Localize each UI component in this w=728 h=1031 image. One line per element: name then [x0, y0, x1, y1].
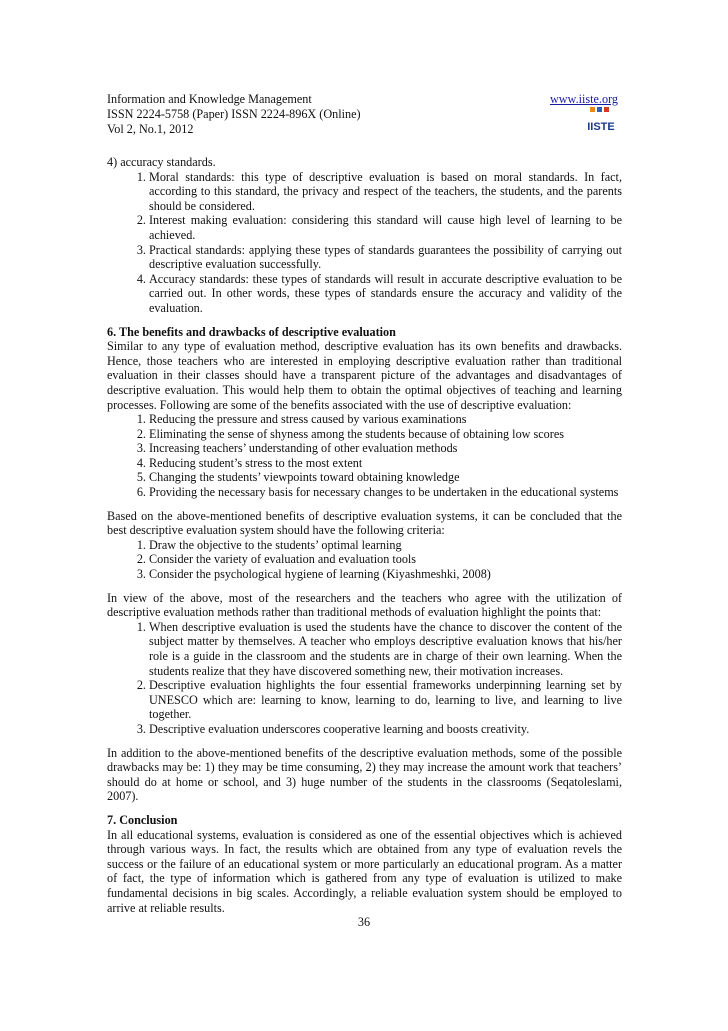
paragraph: In view of the above, most of the researchers and the teachers who agree with the utilization of descriptive evaluation methods rather than traditional methods of evaluation highlight the points that:: [107, 590, 622, 620]
section-heading: 6. The benefits and drawbacks of descriptive evaluation: [107, 324, 396, 339]
section-heading: 7. Conclusion: [107, 812, 178, 827]
journal-url-link[interactable]: www.iiste.org: [549, 92, 618, 106]
paragraph: In all educational systems, evaluation is considered as one of the essential objectives which is achieved through various ways. In fact, the results which are obtained from any type of evaluation revels the success or the failure of an educational system or more particularly an educational program. As a matter of fact, the type of information which is gathered from any type of evaluation is utilized to make fundamental decisions in big scales. Accordingly, a reliable evaluation system should be employed to arrive at reliable results.: [107, 827, 622, 915]
page-body: [107, 155, 622, 915]
list-item: 1. Moral standards: this type of descriptive evaluation is based on moral standards. In fact, according to this standard, the privacy and respect of the teachers, the students, and the parents should be considered.: [149, 170, 622, 214]
list-item: 3. Increasing teachers’ understanding of other evaluation methods: [149, 441, 622, 456]
list-item: 1. Draw the objective to the students’ optimal learning: [149, 538, 622, 553]
list-item: 2. Interest making evaluation: considering this standard will cause high level of learning to be achieved.: [149, 213, 622, 242]
list-item: 4. Accuracy standards: these types of standards will result in accurate descriptive evaluation to be carried out. In other words, these types of standards ensure the accuracy and validity of the evaluation.: [149, 272, 622, 316]
list-item: 2. Descriptive evaluation highlights the four essential frameworks underpinning learning set by UNESCO which are: learning to know, learning to do, learning to live, and learning to live together.: [149, 678, 622, 722]
running-header: [107, 92, 622, 137]
paragraph: Based on the above-mentioned benefits of descriptive evaluation systems, it can be concluded that the best descriptive evaluation system should have the following criteria:: [107, 508, 622, 538]
svg-text:IISTE: IISTE: [587, 121, 615, 133]
list-item: 5. Changing the students’ viewpoints toward obtaining knowledge: [149, 470, 622, 485]
list-item: 6. Providing the necessary basis for necessary changes to be undertaken in the educational systems: [149, 485, 622, 500]
issn-line: ISSN 2224-5758 (Paper) ISSN 2224-896X (Online): [107, 107, 361, 121]
criteria-list: [107, 538, 622, 582]
list-item: 3. Consider the psychological hygiene of learning (Kiyashmeshki, 2008): [149, 567, 622, 582]
list-item: 3. Descriptive evaluation underscores cooperative learning and boosts creativity.: [149, 722, 622, 737]
iiste-logo: [586, 106, 616, 134]
list-item: 4. Reducing student’s stress to the most extent: [149, 456, 622, 471]
benefits-list: [107, 412, 622, 500]
list-item: 2. Eliminating the sense of shyness among the students because of obtaining low scores: [149, 427, 622, 442]
page-number: 36: [357, 915, 371, 929]
list-item: 1. When descriptive evaluation is used the students have the chance to discover the content of the subject matter by themselves. A teacher who employs descriptive evaluation knows that his/her role is a guide in the classroom and the students are in charge of their own learning. When the students realize that they have discovered something new, their motivation increases.: [149, 620, 622, 678]
paragraph: In addition to the above-mentioned benefits of the descriptive evaluation methods, some of the possible drawbacks may be: 1) they may be time consuming, 2) they may increase the amount work that teachers’ should do at home or school, and 3) huge number of the students in the classrooms (Seqatoleslami, 2007).: [107, 745, 622, 804]
standards-list: [107, 170, 622, 316]
journal-title: Information and Knowledge Management: [107, 92, 312, 106]
volume-line: Vol 2, No.1, 2012: [107, 122, 194, 136]
list-item: 1. Reducing the pressure and stress caused by various examinations: [149, 412, 622, 427]
list-item: 2. Consider the variety of evaluation and evaluation tools: [149, 552, 622, 567]
paragraph: Similar to any type of evaluation method, descriptive evaluation has its own benefits and drawbacks. Hence, those teachers who are interested in employing descriptive evaluation rather than traditional evaluation in their classes should have a transparent picture of the advantages and disadvantages of descriptive evaluation. This would help them to obtain the optimal objectives of teaching and learning processes. Following are some of the benefits associated with the use of descriptive evaluation:: [107, 339, 622, 412]
list-item: 3. Practical standards: applying these types of standards guarantees the possibility of carrying out descriptive evaluation successfully.: [149, 243, 622, 272]
intro-line: 4) accuracy standards.: [107, 155, 216, 169]
points-list: [107, 620, 622, 737]
